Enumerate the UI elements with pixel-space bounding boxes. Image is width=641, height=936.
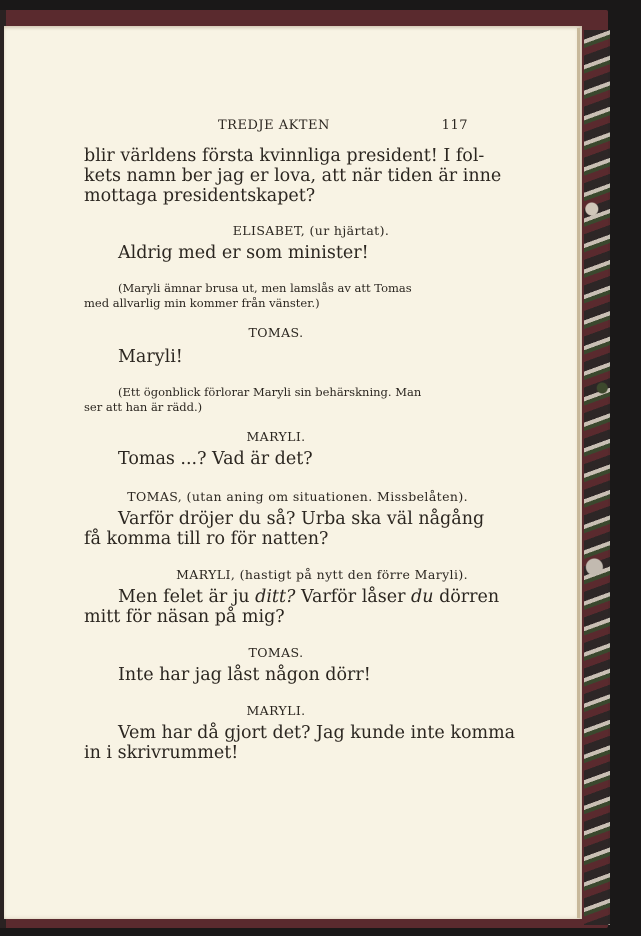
text-run: Men felet är ju: [118, 587, 256, 607]
page-text: [84, 116, 516, 763]
speaker-maryli: MARYLI.: [246, 429, 306, 444]
marbled-endpaper: [584, 30, 610, 925]
running-head: [84, 116, 468, 138]
dialogue-block: [84, 723, 516, 763]
speaker-maryli: MARYLI.: [246, 703, 306, 718]
dialogue-line: Inte har jag låst någon dörr!: [118, 665, 371, 685]
stage-direction-1: [84, 281, 468, 311]
dialogue-block: [84, 509, 485, 549]
dialogue-block: [84, 587, 500, 627]
dialogue-line: Tomas ...? Vad är det?: [118, 449, 313, 469]
dialogue-line: Varför dröjer du så? Urba ska väl någång: [118, 509, 485, 529]
paragraph-1: [84, 146, 502, 206]
text-line: kets namn ber jag er lova, att när tiden är inne: [84, 166, 502, 186]
stage-direction-2: [84, 385, 468, 415]
dialogue-line: Aldrig med er som minister!: [118, 243, 369, 263]
speaker-tomas-direction: TOMAS, (utan aning om situationen. Missbelåten).: [127, 489, 468, 504]
dialogue-line: in i skrivrummet!: [84, 743, 239, 763]
speaker-tomas: TOMAS.: [248, 325, 304, 340]
text-run: Varför låser: [295, 587, 412, 607]
page-number: 117: [441, 118, 468, 133]
dialogue-line: Maryli!: [118, 347, 183, 367]
emphasis: ditt?: [255, 587, 296, 607]
speaker-elisabet: ELISABET, (ur hjärtat).: [232, 223, 390, 238]
running-head-title: TREDJE AKTEN: [218, 118, 330, 133]
dialogue-line: Vem har då gjort det? Jag kunde inte komma: [118, 723, 516, 743]
emphasis: du: [411, 587, 434, 607]
dialogue-line: mitt för näsan på mig?: [84, 607, 285, 627]
text-run: dörren: [433, 587, 500, 607]
stage-direction-line: (Ett ögonblick förlorar Maryli sin behärskning. Man: [118, 385, 422, 399]
speaker-tomas: TOMAS.: [248, 645, 304, 660]
dialogue-line: [84, 587, 500, 607]
stage-direction-line: med allvarlig min kommer från vänster.): [84, 296, 320, 310]
text-line: mottaga presidentskapet?: [84, 186, 316, 206]
speaker-maryli-direction: MARYLI, (hastigt på nytt den förre Maryli).: [176, 567, 468, 582]
text-line: blir världens första kvinnliga president! I fol-: [84, 146, 485, 166]
stage-direction-line: (Maryli ämnar brusa ut, men lamslås av att Tomas: [118, 281, 412, 295]
stage-direction-line: ser att han är rädd.): [84, 400, 203, 414]
page-edge-rule: [577, 28, 580, 918]
dialogue-line: få komma till ro för natten?: [84, 529, 329, 549]
